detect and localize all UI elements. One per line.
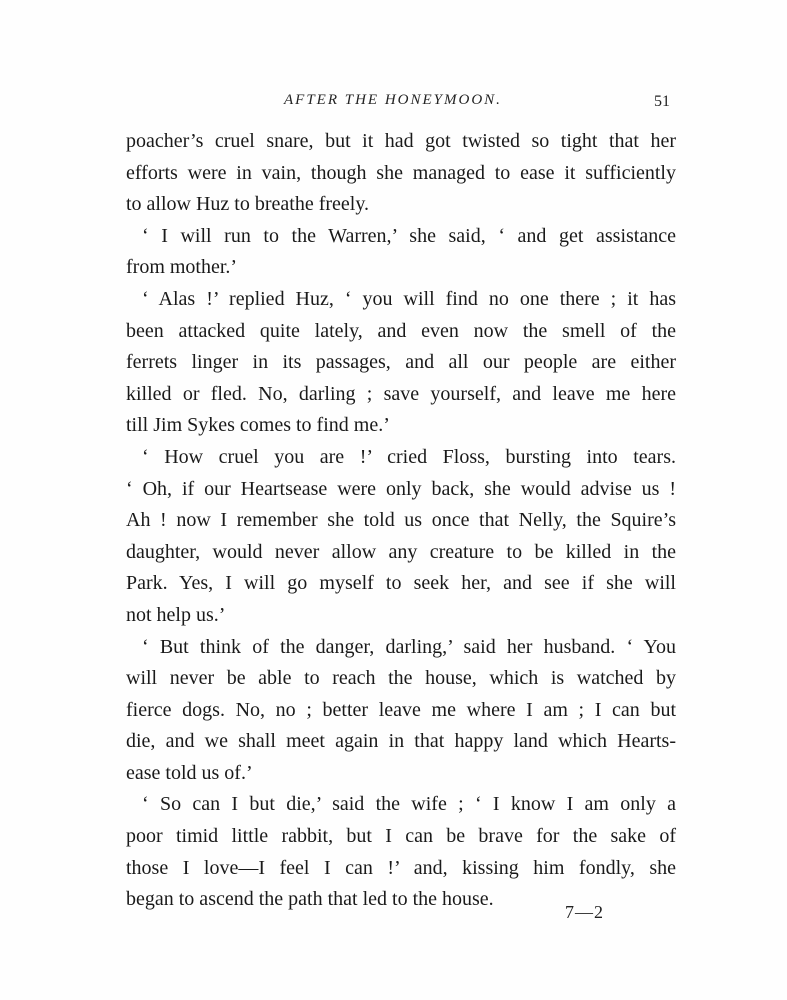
- text-line: been attacked quite lately, and even now the smell of the: [126, 319, 676, 342]
- text-line: Ah ! now I remember she told us once that Nelly, the Squire’s: [126, 509, 676, 532]
- text-line: those I love—I feel I can !’ and, kissing him fondly, she: [126, 856, 676, 879]
- text-line: Park. Yes, I will go myself to seek her, and see if she will: [126, 572, 676, 595]
- text-line: ferrets linger in its passages, and all our people are either: [126, 351, 676, 374]
- text-line: till Jim Sykes comes to find me.’: [126, 414, 390, 437]
- text-line: fierce dogs. No, no ; better leave me where I am ; I can but: [126, 698, 676, 721]
- text-line: poor timid little rabbit, but I can be brave for the sake of: [126, 825, 676, 848]
- running-head: AFTER THE HONEYMOON.: [284, 92, 502, 108]
- text-line: will never be able to reach the house, which is watched by: [126, 667, 676, 690]
- text-line: killed or fled. No, darling ; save yourself, and leave me here: [126, 382, 676, 405]
- text-line: ‘ Oh, if our Heartsease were only back, she would advise us !: [126, 477, 676, 500]
- text-line: ‘ So can I but die,’ said the wife ; ‘ I know I am only a: [142, 793, 676, 816]
- body-text: [126, 126, 676, 916]
- page-header: [0, 92, 787, 116]
- text-line: ‘ I will run to the Warren,’ she said, ‘ and get assistance: [142, 224, 676, 247]
- page-number: 51: [654, 93, 670, 110]
- text-line: to allow Huz to breathe freely.: [126, 193, 370, 216]
- text-line: daughter, would never allow any creature to be killed in the: [126, 540, 676, 563]
- text-line: efforts were in vain, though she managed to ease it sufficiently: [126, 161, 676, 184]
- text-line: ‘ How cruel you are !’ cried Floss, bursting into tears.: [142, 445, 676, 468]
- text-line: from mother.’: [126, 256, 238, 279]
- text-line: ease told us of.’: [126, 761, 253, 784]
- text-line: die, and we shall meet again in that happy land which Hearts-: [126, 730, 676, 753]
- text-line: not help us.’: [126, 603, 226, 626]
- text-line: began to ascend the path that led to the house.: [126, 888, 494, 911]
- text-line: poacher’s cruel snare, but it had got twisted so tight that her: [126, 130, 676, 152]
- text-line: ‘ But think of the danger, darling,’ said her husband. ‘ You: [142, 635, 676, 658]
- signature-mark: 7—2: [565, 902, 604, 922]
- text-line: ‘ Alas !’ replied Huz, ‘ you will find no one there ; it has: [142, 287, 676, 310]
